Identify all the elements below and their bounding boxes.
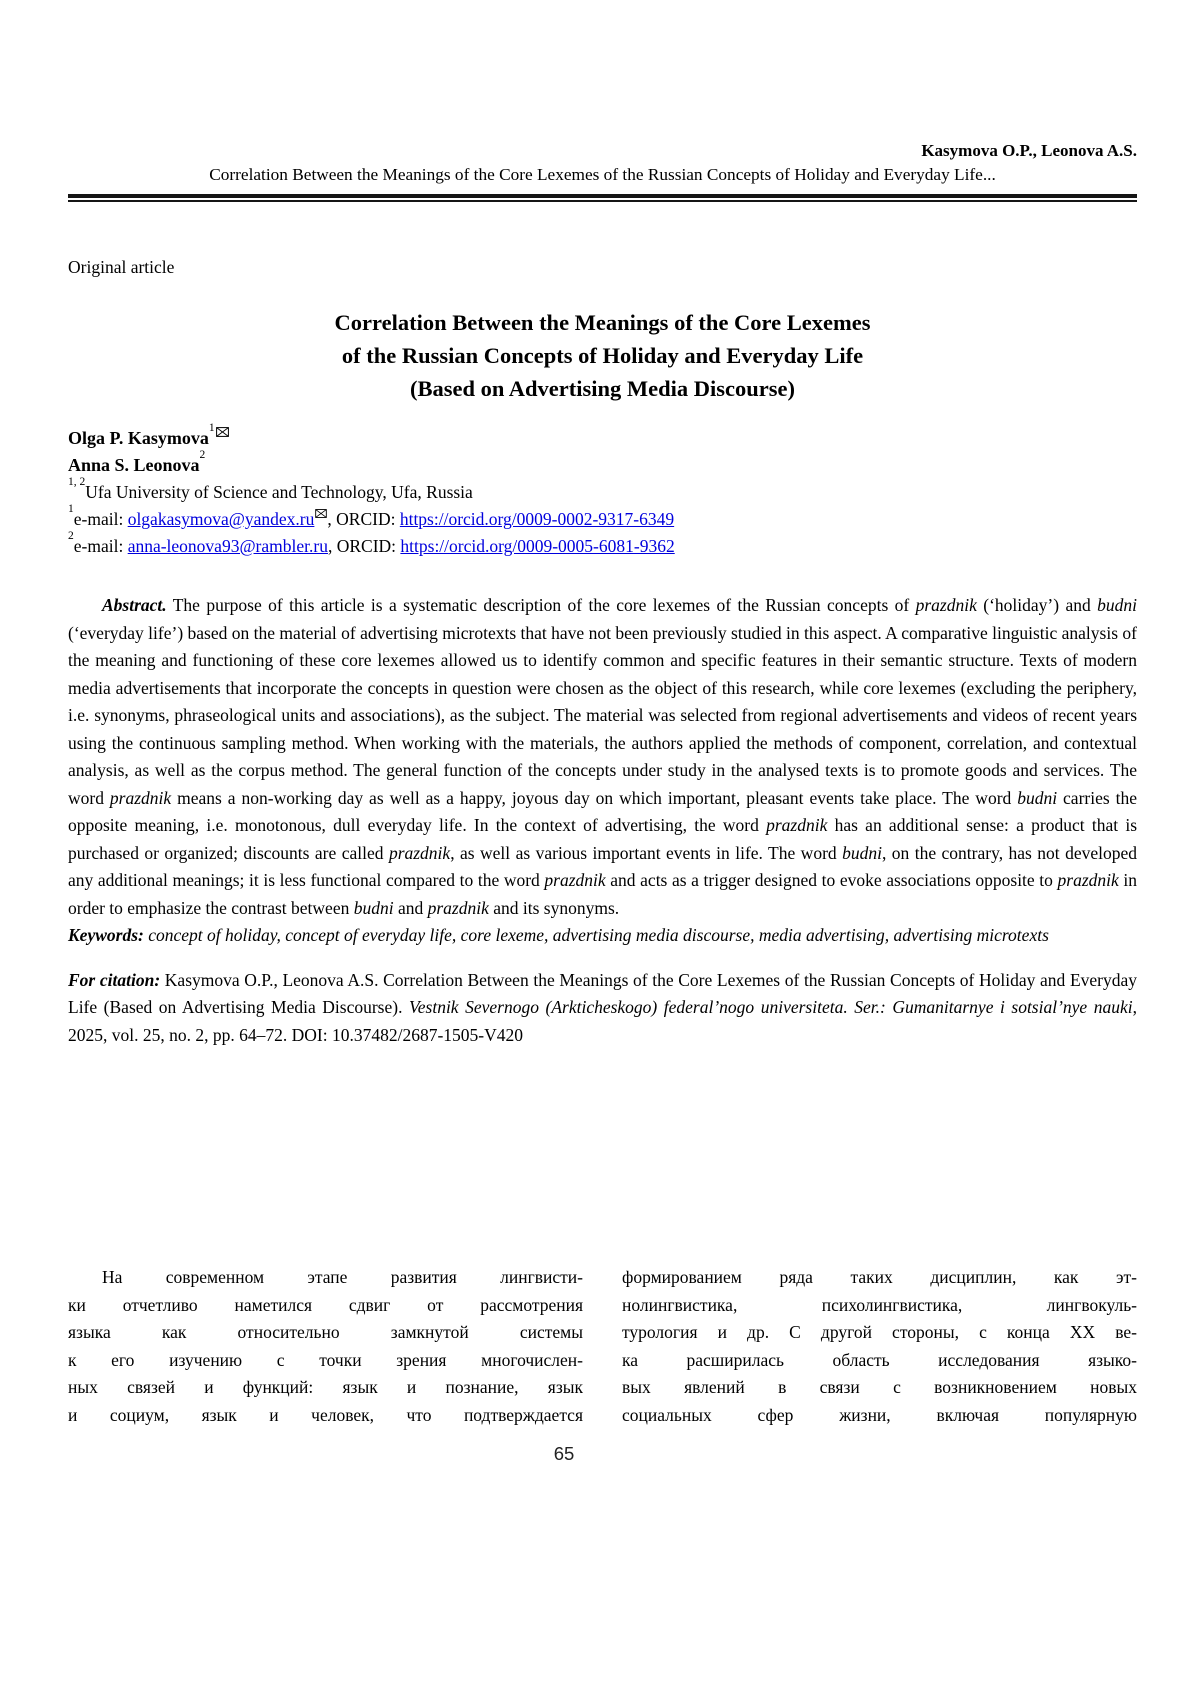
body-column-right bbox=[622, 1264, 1137, 1430]
author-name-2: Anna S. Leonova bbox=[68, 455, 200, 475]
text-line: турология и др. С другой стороны, с конца XX ве- bbox=[622, 1322, 1137, 1343]
article-type-label: Original article bbox=[68, 257, 175, 277]
orcid-link-1[interactable]: https://orcid.org/0009-0002-9317-6349 bbox=[399, 509, 675, 529]
text-segment: , 2025, vol. 25, no. 2, pp. 64–72. DOI: 10.37482/2687-1505-V420 bbox=[68, 997, 1137, 1045]
running-header-authors: Kasymova O.P., Leonova A.S. bbox=[921, 141, 1137, 160]
text-line: нолингвистика, психолингвистика, лингвокуль- bbox=[622, 1294, 1137, 1315]
front-matter bbox=[68, 592, 1137, 1049]
text-segment: prazdnik bbox=[109, 787, 172, 808]
text-segment: Vestnik Severnogo (Arkticheskogo) federal’nogo universiteta. Ser.: Gumanitarnye i sotsial’nye nauki bbox=[409, 997, 1133, 1017]
text-segment: budni bbox=[353, 897, 394, 918]
orcid-link-2[interactable]: https://orcid.org/0009-0005-6081-9362 bbox=[400, 536, 675, 556]
text-segment: Keywords: bbox=[68, 925, 144, 945]
orcid-label-1: , ORCID: bbox=[327, 509, 400, 529]
text-line: формированием ряда таких дисциплин, как эт- bbox=[622, 1267, 1137, 1287]
affiliation-line bbox=[68, 476, 1137, 506]
orcid-label-2: , ORCID: bbox=[327, 536, 401, 556]
corresponding-author-envelope-icon bbox=[216, 421, 229, 441]
text-line: На современном этапе развития лингвисти- bbox=[102, 1267, 583, 1287]
text-segment: prazdnik bbox=[1057, 870, 1119, 890]
text-segment: and its synonyms. bbox=[488, 897, 620, 918]
keywords-paragraph bbox=[68, 922, 1137, 950]
article-title-line-3: (Based on Advertising Media Discourse) bbox=[410, 376, 795, 401]
text-line: и социум, язык и человек, что подтверждается bbox=[68, 1404, 583, 1425]
text-segment: budni bbox=[842, 842, 882, 863]
page-number: 65 bbox=[553, 1443, 575, 1464]
text-segment: budni bbox=[1097, 595, 1137, 615]
text-segment: and bbox=[393, 897, 428, 918]
affiliation-markers: 1, 2 bbox=[68, 476, 86, 489]
text-line: ка расширилась область исследования языко- bbox=[622, 1349, 1137, 1370]
contact-line-2 bbox=[68, 530, 1137, 560]
author-affil-marker-1: 1 bbox=[208, 422, 215, 435]
text-segment: prazdnik bbox=[544, 870, 606, 890]
email-link-1[interactable]: olgakasymova@yandex.ru bbox=[127, 509, 315, 529]
text-segment: For citation: bbox=[68, 969, 161, 990]
text-line: к его изучению с точки зрения многочислен- bbox=[68, 1349, 583, 1370]
text-segment: prazdnik bbox=[915, 595, 977, 615]
text-segment: Abstract. bbox=[102, 595, 167, 615]
author-line-1 bbox=[68, 422, 1137, 452]
text-segment: prazdnik bbox=[766, 815, 828, 835]
running-header bbox=[68, 141, 1137, 202]
email-link-2[interactable]: anna-leonova93@rambler.ru bbox=[127, 536, 328, 556]
text-segment: prazdnik bbox=[427, 897, 489, 918]
contact-line-1 bbox=[68, 503, 1137, 533]
text-segment: means a non-working day as well as a happy, joyous day on which important, pleasant events take place. The word bbox=[171, 787, 1018, 808]
contact-marker-2: 2 bbox=[68, 530, 74, 543]
text-segment: The purpose of this article is a systematic description of the core lexemes of the Russian concepts of bbox=[166, 595, 916, 615]
text-segment: (‘holiday’) and bbox=[976, 595, 1098, 615]
text-segment: has an additional sense: a product that is purchased or organized; discounts are called bbox=[68, 815, 1138, 863]
text-line: социальных сфер жизни, включая популярную bbox=[622, 1404, 1137, 1425]
text-segment: , as well as various important events in life. The word bbox=[450, 842, 843, 863]
email-label-1: e-mail: bbox=[73, 509, 128, 529]
text-segment: budni bbox=[1017, 787, 1058, 808]
text-segment: in order to emphasize the contrast between bbox=[68, 870, 1137, 918]
affiliation-text: Ufa University of Science and Technology, Ufa, Russia bbox=[85, 482, 473, 502]
article-title-line-2: of the Russian Concepts of Holiday and Everyday Life bbox=[341, 343, 864, 368]
text-segment: concept of holiday, concept of everyday life, core lexeme, advertising media discourse, media advertising, advertising microtexts bbox=[143, 925, 1049, 945]
author-affil-marker-2: 2 bbox=[199, 449, 206, 462]
text-segment: carries the opposite meaning, i.e. monotonous, dull everyday life. In the context of advertising, the word bbox=[68, 787, 1137, 835]
article-title bbox=[68, 306, 1137, 405]
contact-marker-1: 1 bbox=[68, 503, 74, 516]
article-body-columns bbox=[68, 1264, 1137, 1430]
text-line: языка как относительно замкнутой системы bbox=[68, 1322, 583, 1343]
email-label-2: e-mail: bbox=[73, 536, 128, 556]
body-column-left bbox=[68, 1264, 583, 1430]
text-segment: Kasymova O.P., Leonova A.S. Correlation Between the Meanings of the Core Lexemes of the Russian Concepts of Holiday and Everyday Life (Based on Advertising Media Discourse). bbox=[68, 969, 1137, 1017]
header-rule-thin bbox=[68, 200, 1137, 202]
text-segment: and acts as a trigger designed to evoke associations opposite to bbox=[605, 870, 1058, 890]
author-name-1: Olga P. Kasymova bbox=[68, 428, 209, 448]
running-header-title: Correlation Between the Meanings of the Core Lexemes of the Russian Concepts of Holiday and Everyday Life... bbox=[209, 165, 996, 184]
author-line-2 bbox=[68, 449, 1137, 479]
email-envelope-icon bbox=[315, 502, 327, 522]
text-line: ки отчетливо наметился сдвиг от рассмотрения bbox=[68, 1294, 583, 1315]
article-title-line-1: Correlation Between the Meanings of the Core Lexemes bbox=[334, 310, 871, 335]
text-segment: , on the contrary, has not developed any additional meanings; it is less functional compared to the word bbox=[68, 842, 1137, 890]
header-rule-thick bbox=[68, 194, 1137, 198]
text-line: ных связей и функций: язык и познание, язык bbox=[68, 1377, 583, 1398]
text-line: вых явлений в связи с возникновением новых bbox=[622, 1377, 1137, 1398]
abstract-paragraph bbox=[68, 592, 1137, 922]
authors-block bbox=[68, 422, 1137, 560]
citation-paragraph bbox=[68, 967, 1137, 1050]
text-segment: (‘everyday life’) based on the material of advertising microtexts that have not been previously studied in this aspect. A comparative linguistic analysis of the meaning and functioning of these core lexemes allowed us to identify common and specific features in their semantic structure. Texts of modern media advertisements that incorporate the concepts in question were chosen as the object of this research, while core lexemes (excluding the periphery, i.e. synonyms, phraseological units and associations), as the subject. The material was selected from regional advertisements and videos of recent years using the continuous sampling method. When working with the materials, the authors applied the methods of component, correlation, and contextual analysis, as well as the corpus method. The general function of the concepts under study in the analysed texts is to promote goods and services. The word bbox=[68, 622, 1137, 808]
text-segment: prazdnik bbox=[388, 842, 451, 863]
